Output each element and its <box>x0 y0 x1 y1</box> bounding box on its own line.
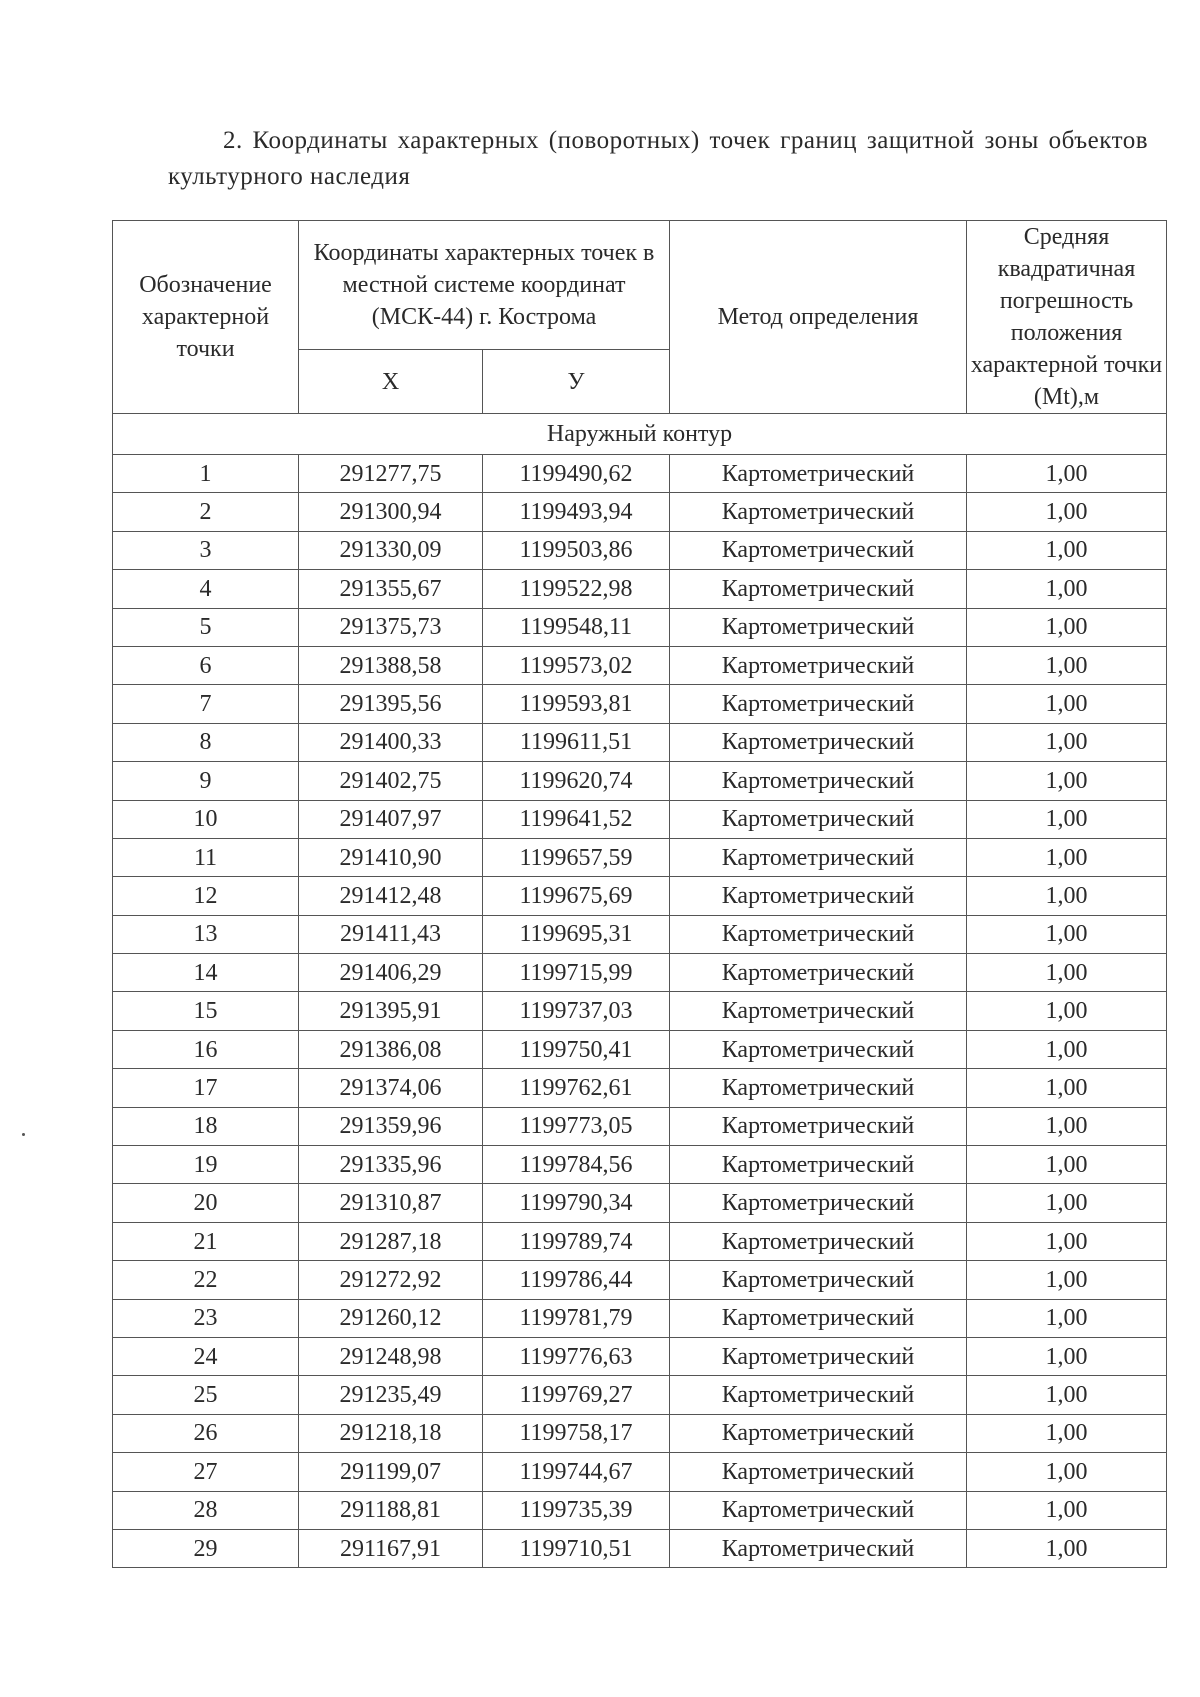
cell-y: 1199522,98 <box>483 570 670 608</box>
cell-y: 1199781,79 <box>483 1299 670 1337</box>
cell-x: 291400,33 <box>299 723 483 761</box>
cell-point-number: 29 <box>113 1529 299 1567</box>
cell-error: 1,00 <box>967 1414 1167 1452</box>
cell-point-number: 13 <box>113 915 299 953</box>
cell-point-number: 25 <box>113 1376 299 1414</box>
table-row <box>113 992 1167 1030</box>
cell-y: 1199758,17 <box>483 1414 670 1452</box>
table-row <box>113 723 1167 761</box>
cell-point-number: 10 <box>113 800 299 838</box>
table-row <box>113 1491 1167 1529</box>
cell-y: 1199784,56 <box>483 1146 670 1184</box>
table-row <box>113 1222 1167 1260</box>
cell-x: 291388,58 <box>299 646 483 684</box>
header-x: Х <box>299 350 483 414</box>
cell-x: 291248,98 <box>299 1337 483 1375</box>
cell-method: Картометрический <box>670 1146 967 1184</box>
cell-x: 291287,18 <box>299 1222 483 1260</box>
table-row <box>113 800 1167 838</box>
cell-method: Картометрический <box>670 723 967 761</box>
header-y: У <box>483 350 670 414</box>
cell-point-number: 6 <box>113 646 299 684</box>
table-row <box>113 685 1167 723</box>
cell-y: 1199715,99 <box>483 954 670 992</box>
cell-y: 1199786,44 <box>483 1261 670 1299</box>
cell-method: Картометрический <box>670 455 967 493</box>
cell-y: 1199737,03 <box>483 992 670 1030</box>
cell-y: 1199710,51 <box>483 1529 670 1567</box>
cell-error: 1,00 <box>967 455 1167 493</box>
cell-point-number: 8 <box>113 723 299 761</box>
cell-y: 1199789,74 <box>483 1222 670 1260</box>
cell-x: 291402,75 <box>299 762 483 800</box>
cell-y: 1199548,11 <box>483 608 670 646</box>
cell-method: Картометрический <box>670 954 967 992</box>
cell-point-number: 12 <box>113 877 299 915</box>
cell-point-number: 20 <box>113 1184 299 1222</box>
table-row <box>113 1261 1167 1299</box>
cell-x: 291272,92 <box>299 1261 483 1299</box>
cell-method: Картометрический <box>670 1184 967 1222</box>
cell-x: 291300,94 <box>299 493 483 531</box>
cell-x: 291335,96 <box>299 1146 483 1184</box>
cell-y: 1199744,67 <box>483 1453 670 1491</box>
section-row <box>113 414 1167 455</box>
cell-method: Картометрический <box>670 685 967 723</box>
cell-error: 1,00 <box>967 1146 1167 1184</box>
table-row <box>113 1299 1167 1337</box>
cell-method: Картометрический <box>670 1069 967 1107</box>
cell-method: Картометрический <box>670 1453 967 1491</box>
cell-y: 1199490,62 <box>483 455 670 493</box>
cell-point-number: 22 <box>113 1261 299 1299</box>
cell-error: 1,00 <box>967 762 1167 800</box>
cell-y: 1199675,69 <box>483 877 670 915</box>
cell-error: 1,00 <box>967 608 1167 646</box>
scan-speck <box>22 1133 25 1136</box>
cell-y: 1199641,52 <box>483 800 670 838</box>
cell-method: Картометрический <box>670 1376 967 1414</box>
table-row <box>113 954 1167 992</box>
cell-error: 1,00 <box>967 1107 1167 1145</box>
cell-point-number: 23 <box>113 1299 299 1337</box>
cell-error: 1,00 <box>967 877 1167 915</box>
table-row <box>113 1529 1167 1567</box>
cell-method: Картометрический <box>670 1414 967 1452</box>
cell-error: 1,00 <box>967 685 1167 723</box>
table-row <box>113 838 1167 876</box>
cell-method: Картометрический <box>670 493 967 531</box>
cell-point-number: 1 <box>113 455 299 493</box>
table-row <box>113 493 1167 531</box>
cell-method: Картометрический <box>670 1491 967 1529</box>
cell-y: 1199735,39 <box>483 1491 670 1529</box>
cell-method: Картометрический <box>670 800 967 838</box>
cell-x: 291330,09 <box>299 531 483 569</box>
cell-y: 1199769,27 <box>483 1376 670 1414</box>
section-heading-text: 2. Координаты характерных (поворотных) точек границ защитной зоны объектов культурного наследия <box>168 127 1148 190</box>
cell-method: Картометрический <box>670 608 967 646</box>
cell-point-number: 26 <box>113 1414 299 1452</box>
cell-x: 291310,87 <box>299 1184 483 1222</box>
table-row <box>113 570 1167 608</box>
table-row <box>113 1146 1167 1184</box>
cell-method: Картометрический <box>670 646 967 684</box>
table-header-row <box>113 221 1167 350</box>
cell-error: 1,00 <box>967 838 1167 876</box>
cell-method: Картометрический <box>670 915 967 953</box>
cell-y: 1199695,31 <box>483 915 670 953</box>
cell-y: 1199493,94 <box>483 493 670 531</box>
cell-point-number: 7 <box>113 685 299 723</box>
cell-point-number: 3 <box>113 531 299 569</box>
cell-method: Картометрический <box>670 1107 967 1145</box>
cell-point-number: 28 <box>113 1491 299 1529</box>
cell-error: 1,00 <box>967 1337 1167 1375</box>
cell-x: 291359,96 <box>299 1107 483 1145</box>
cell-error: 1,00 <box>967 1299 1167 1337</box>
cell-x: 291199,07 <box>299 1453 483 1491</box>
cell-y: 1199790,34 <box>483 1184 670 1222</box>
cell-x: 291407,97 <box>299 800 483 838</box>
cell-point-number: 11 <box>113 838 299 876</box>
table-row <box>113 1414 1167 1452</box>
cell-method: Картометрический <box>670 570 967 608</box>
cell-error: 1,00 <box>967 800 1167 838</box>
cell-x: 291374,06 <box>299 1069 483 1107</box>
cell-point-number: 2 <box>113 493 299 531</box>
cell-method: Картометрический <box>670 1030 967 1068</box>
cell-error: 1,00 <box>967 1453 1167 1491</box>
cell-x: 291406,29 <box>299 954 483 992</box>
cell-method: Картометрический <box>670 1299 967 1337</box>
table-row <box>113 915 1167 953</box>
cell-x: 291375,73 <box>299 608 483 646</box>
cell-error: 1,00 <box>967 723 1167 761</box>
cell-method: Картометрический <box>670 877 967 915</box>
cell-point-number: 4 <box>113 570 299 608</box>
cell-y: 1199503,86 <box>483 531 670 569</box>
table-row <box>113 1107 1167 1145</box>
cell-y: 1199773,05 <box>483 1107 670 1145</box>
cell-method: Картометрический <box>670 531 967 569</box>
cell-point-number: 15 <box>113 992 299 1030</box>
cell-point-number: 5 <box>113 608 299 646</box>
cell-x: 291410,90 <box>299 838 483 876</box>
section-label: Наружный контур <box>113 414 1167 455</box>
cell-x: 291235,49 <box>299 1376 483 1414</box>
cell-point-number: 17 <box>113 1069 299 1107</box>
table-row <box>113 455 1167 493</box>
cell-error: 1,00 <box>967 1222 1167 1260</box>
table-row <box>113 646 1167 684</box>
cell-error: 1,00 <box>967 493 1167 531</box>
section-heading <box>168 123 1148 195</box>
table-row <box>113 608 1167 646</box>
cell-x: 291395,56 <box>299 685 483 723</box>
table-row <box>113 762 1167 800</box>
cell-y: 1199573,02 <box>483 646 670 684</box>
table-row <box>113 1030 1167 1068</box>
cell-method: Картометрический <box>670 1529 967 1567</box>
cell-error: 1,00 <box>967 992 1167 1030</box>
table-row <box>113 1376 1167 1414</box>
cell-method: Картометрический <box>670 762 967 800</box>
table-row <box>113 1337 1167 1375</box>
cell-y: 1199750,41 <box>483 1030 670 1068</box>
cell-error: 1,00 <box>967 1030 1167 1068</box>
table-row <box>113 1453 1167 1491</box>
cell-y: 1199776,63 <box>483 1337 670 1375</box>
cell-error: 1,00 <box>967 531 1167 569</box>
cell-method: Картометрический <box>670 1337 967 1375</box>
cell-error: 1,00 <box>967 1529 1167 1567</box>
cell-y: 1199620,74 <box>483 762 670 800</box>
cell-x: 291386,08 <box>299 1030 483 1068</box>
cell-error: 1,00 <box>967 1261 1167 1299</box>
cell-error: 1,00 <box>967 1069 1167 1107</box>
table-row <box>113 531 1167 569</box>
table-row <box>113 1184 1167 1222</box>
cell-x: 291167,91 <box>299 1529 483 1567</box>
cell-point-number: 14 <box>113 954 299 992</box>
cell-method: Картометрический <box>670 1261 967 1299</box>
cell-x: 291218,18 <box>299 1414 483 1452</box>
cell-method: Картометрический <box>670 992 967 1030</box>
header-point-designation: Обозначение характерной точки <box>113 221 299 414</box>
cell-point-number: 18 <box>113 1107 299 1145</box>
cell-x: 291188,81 <box>299 1491 483 1529</box>
cell-point-number: 27 <box>113 1453 299 1491</box>
cell-point-number: 24 <box>113 1337 299 1375</box>
cell-error: 1,00 <box>967 954 1167 992</box>
cell-x: 291260,12 <box>299 1299 483 1337</box>
cell-point-number: 9 <box>113 762 299 800</box>
cell-method: Картометрический <box>670 838 967 876</box>
cell-point-number: 19 <box>113 1146 299 1184</box>
cell-error: 1,00 <box>967 1184 1167 1222</box>
cell-point-number: 21 <box>113 1222 299 1260</box>
header-coordinates: Координаты характерных точек в местной системе координат (МСК-44) г. Кострома <box>299 221 670 350</box>
cell-error: 1,00 <box>967 570 1167 608</box>
header-method: Метод определения <box>670 221 967 414</box>
cell-x: 291412,48 <box>299 877 483 915</box>
cell-x: 291277,75 <box>299 455 483 493</box>
table-row <box>113 1069 1167 1107</box>
cell-error: 1,00 <box>967 1491 1167 1529</box>
cell-x: 291411,43 <box>299 915 483 953</box>
cell-error: 1,00 <box>967 1376 1167 1414</box>
cell-y: 1199593,81 <box>483 685 670 723</box>
cell-y: 1199611,51 <box>483 723 670 761</box>
cell-y: 1199657,59 <box>483 838 670 876</box>
cell-x: 291355,67 <box>299 570 483 608</box>
table-row <box>113 877 1167 915</box>
coordinates-table <box>112 220 1167 1568</box>
cell-point-number: 16 <box>113 1030 299 1068</box>
cell-error: 1,00 <box>967 915 1167 953</box>
cell-x: 291395,91 <box>299 992 483 1030</box>
cell-y: 1199762,61 <box>483 1069 670 1107</box>
cell-method: Картометрический <box>670 1222 967 1260</box>
cell-error: 1,00 <box>967 646 1167 684</box>
header-mean-square-error: Средняя квадратичная погрешность положения характерной точки (Mt),м <box>967 221 1167 414</box>
